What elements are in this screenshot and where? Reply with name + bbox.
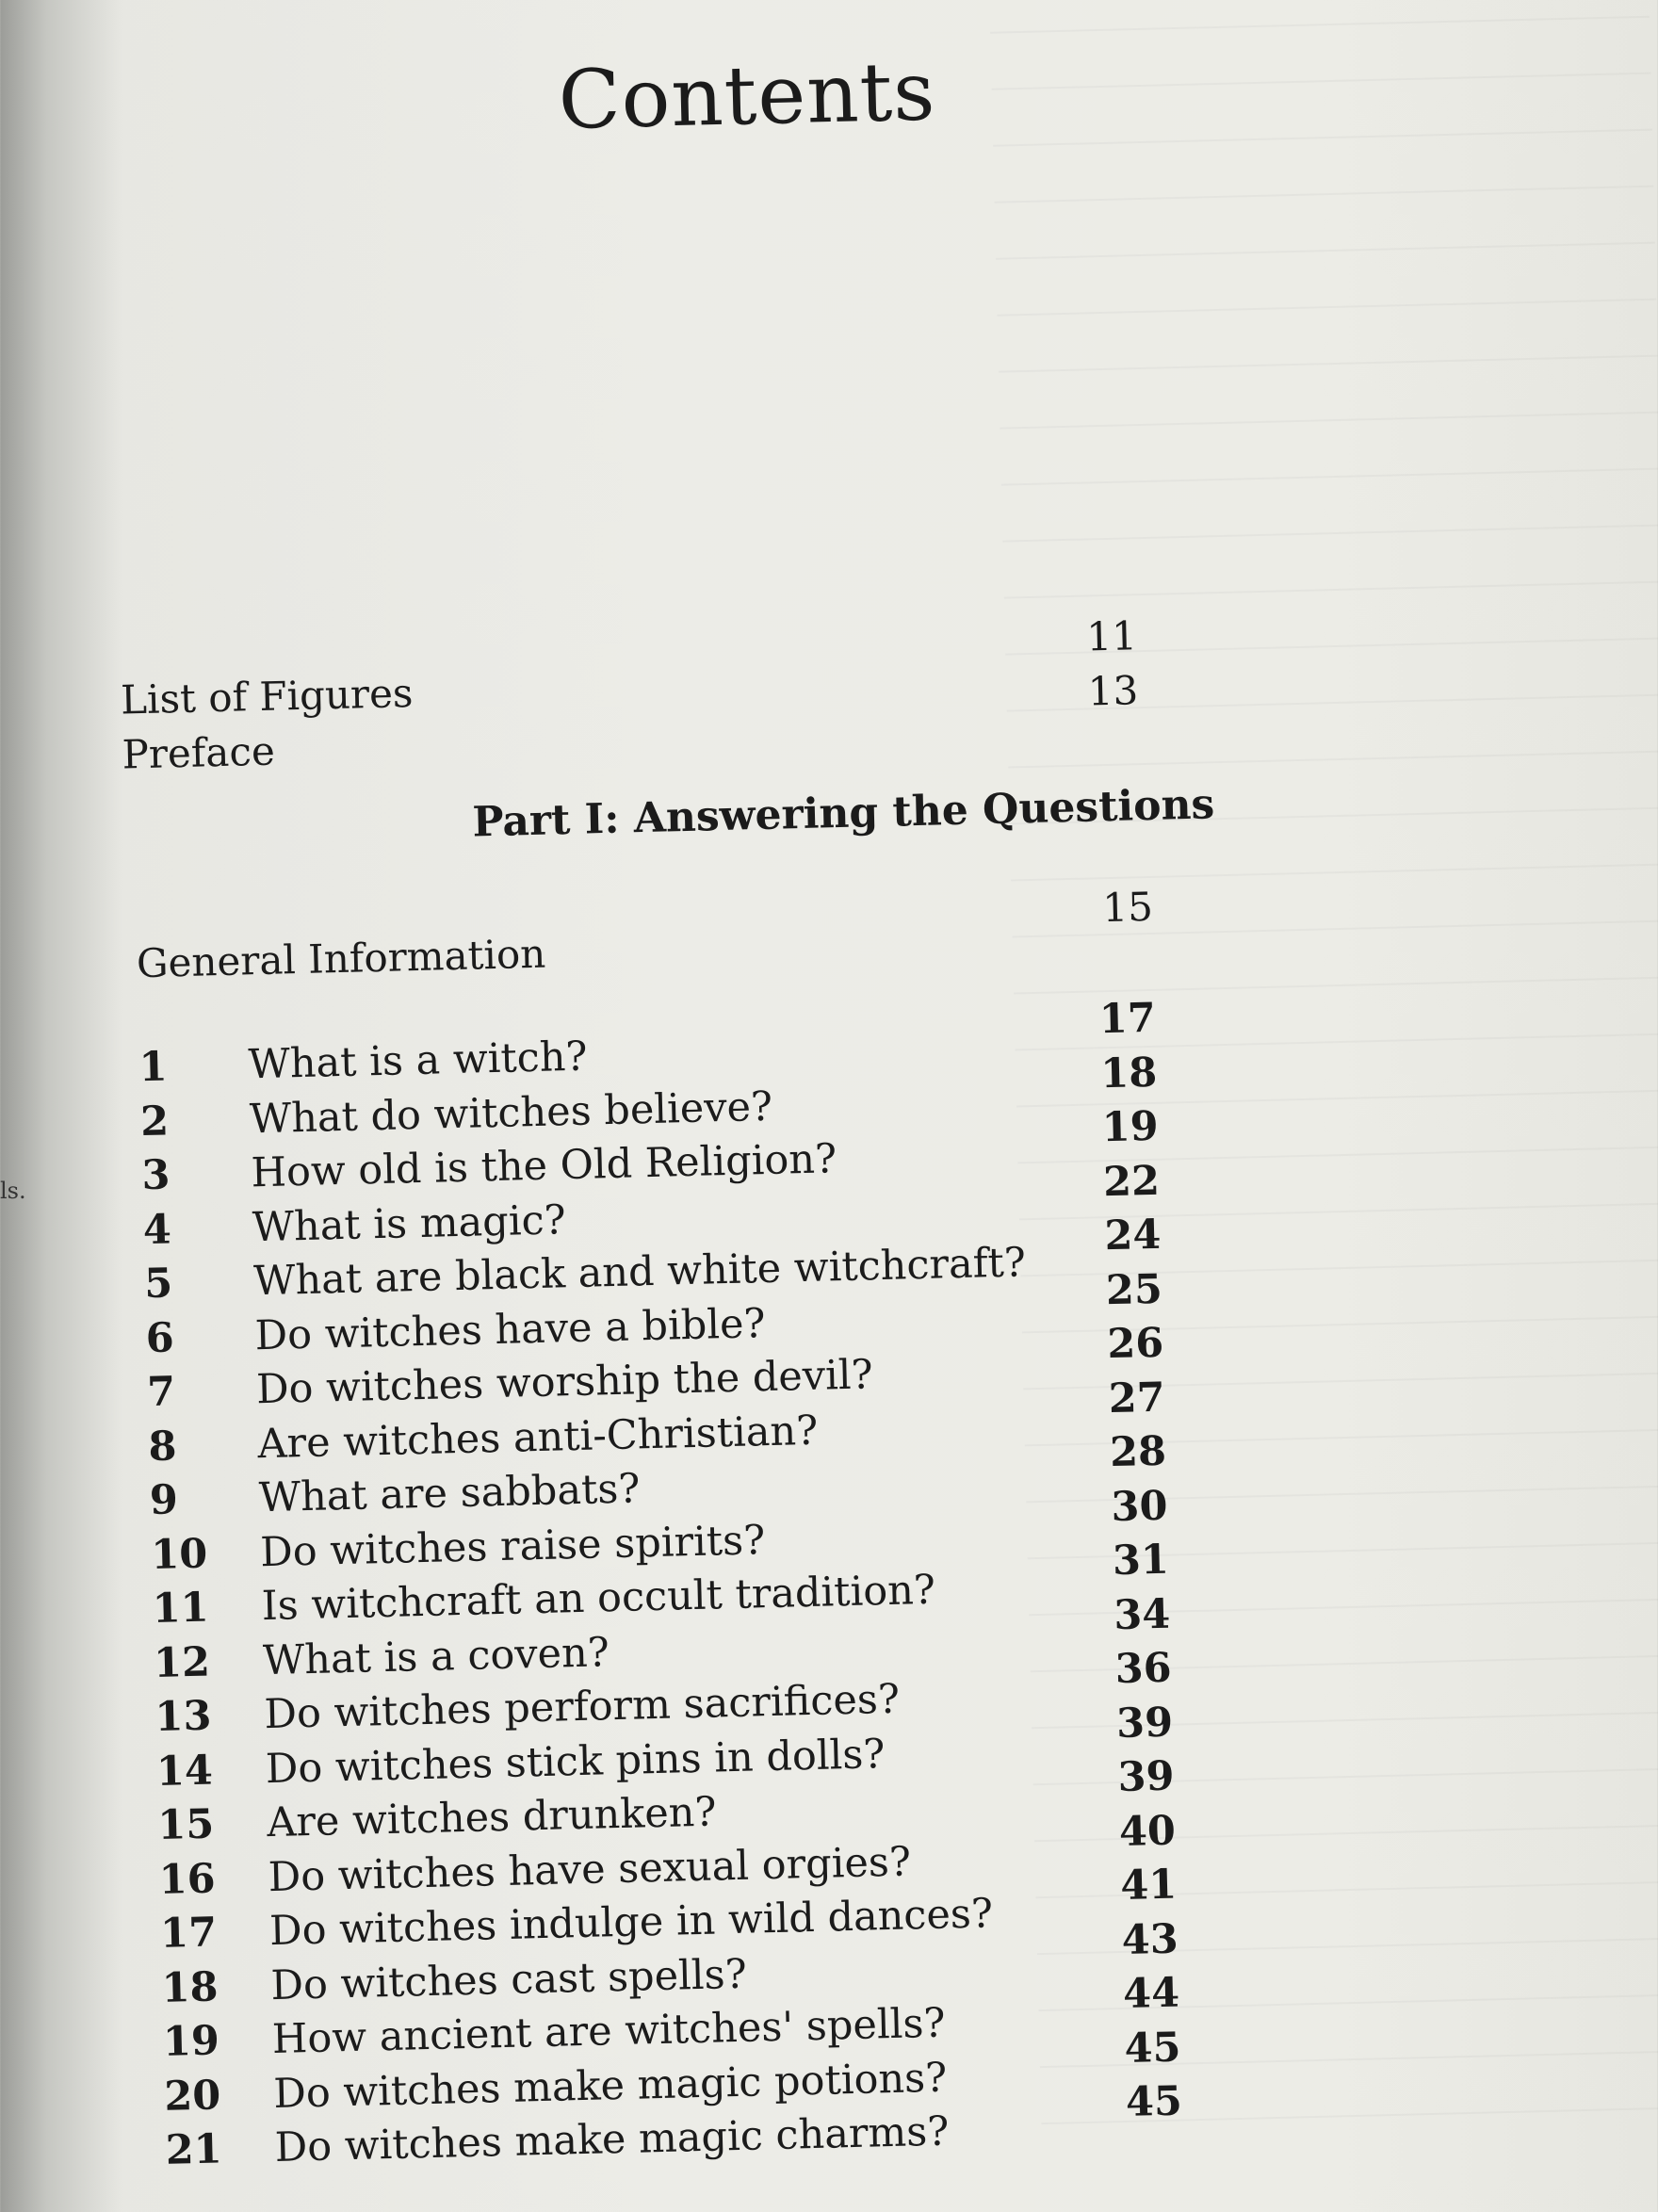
entry-question: How ancient are witches' spells?: [271, 1999, 947, 2064]
margin-mark: ls.: [0, 1178, 26, 1204]
entry-page: 44: [1122, 1969, 1180, 2018]
entry-page: 17: [1098, 994, 1157, 1044]
entry-question: Do witches raise spirits?: [259, 1516, 766, 1576]
entry-question: Do witches cast spells?: [269, 1950, 748, 2009]
entry-page: 26: [1106, 1319, 1164, 1369]
entry-number: 4: [142, 1205, 172, 1254]
entry-page: 27: [1108, 1374, 1166, 1423]
entry-page: 19: [1101, 1102, 1160, 1152]
entry-number: 20: [163, 2071, 221, 2121]
entry-page: 22: [1102, 1157, 1161, 1206]
front-matter-page: 13: [1087, 667, 1139, 715]
entry-number: 3: [140, 1151, 171, 1200]
entry-question: Are witches anti-Christian?: [256, 1407, 819, 1468]
front-matter-page: 11: [1085, 612, 1138, 660]
entry-page: 45: [1124, 2023, 1182, 2073]
entry-number: 16: [158, 1854, 217, 1904]
entry-number: 12: [153, 1638, 211, 1687]
entry-question: Do witches have sexual orgies?: [268, 1837, 912, 1901]
entry-number: 5: [143, 1260, 173, 1309]
section-page: 15: [1101, 883, 1154, 932]
front-matter-label: List of Figures: [120, 669, 414, 724]
entry-question: Do witches perform sacrifices?: [263, 1675, 901, 1739]
entry-number: 11: [152, 1584, 210, 1634]
entry-question: Do witches stick pins in dolls?: [265, 1730, 886, 1793]
entry-number: 13: [154, 1692, 213, 1741]
entry-page: 39: [1115, 1699, 1174, 1748]
entry-number: 14: [155, 1747, 214, 1796]
entry-page: 34: [1113, 1590, 1171, 1639]
section-title: General Information: [136, 930, 546, 987]
entry-page: 41: [1119, 1861, 1178, 1910]
entry-question: Do witches make magic potions?: [272, 2054, 948, 2118]
entry-question: What is magic?: [252, 1195, 567, 1251]
entry-question: Are witches drunken?: [266, 1788, 718, 1847]
entry-number: 15: [156, 1800, 215, 1849]
entry-number: 10: [150, 1530, 208, 1579]
entry-page: 45: [1125, 2077, 1183, 2126]
entry-question: Do witches make magic charms?: [274, 2107, 950, 2172]
entry-number: 7: [146, 1368, 176, 1417]
entry-question: How old is the Old Religion?: [250, 1135, 837, 1197]
entry-page: 40: [1118, 1807, 1177, 1856]
entry-number: 18: [160, 1962, 219, 2012]
entry-page: 25: [1105, 1265, 1163, 1314]
entry-page: 36: [1114, 1644, 1173, 1694]
section-header: [136, 883, 1173, 987]
toc-list: [138, 994, 1221, 2182]
entry-question: What are black and white witchcraft?: [252, 1239, 1027, 1306]
entry-page: 24: [1103, 1211, 1162, 1261]
entry-page: 18: [1099, 1049, 1158, 1098]
entry-number: 9: [149, 1476, 179, 1525]
entry-number: 6: [145, 1313, 175, 1362]
entry-question: Do witches have a bible?: [254, 1299, 767, 1359]
entry-question: What are sabbats?: [258, 1465, 641, 1522]
entry-number: 8: [147, 1422, 178, 1471]
entry-number: 1: [138, 1043, 169, 1092]
entry-number: 17: [159, 1909, 218, 1958]
part-heading: Part I: Answering the Questions: [471, 780, 1215, 847]
entry-page: 28: [1109, 1427, 1167, 1477]
entry-page: 43: [1121, 1915, 1179, 1964]
contents-heading: Contents: [557, 44, 937, 149]
entry-page: 31: [1112, 1536, 1170, 1586]
entry-page: 39: [1116, 1752, 1176, 1802]
entry-number: 2: [139, 1097, 170, 1146]
entry-question: What is a witch?: [248, 1033, 589, 1089]
entry-question: Do witches worship the devil?: [255, 1351, 874, 1414]
front-matter-list: [120, 612, 1160, 787]
entry-number: 21: [165, 2125, 223, 2174]
entry-question: What is a coven?: [262, 1628, 610, 1684]
entry-question: What do witches believe?: [249, 1082, 773, 1143]
entry-question: Do witches indulge in wild dances?: [268, 1890, 994, 1956]
entry-number: 19: [162, 2017, 220, 2066]
front-matter-label: Preface: [121, 727, 276, 778]
entry-question: Is witchcraft an occult tradition?: [261, 1566, 936, 1631]
entry-page: 30: [1110, 1482, 1169, 1531]
